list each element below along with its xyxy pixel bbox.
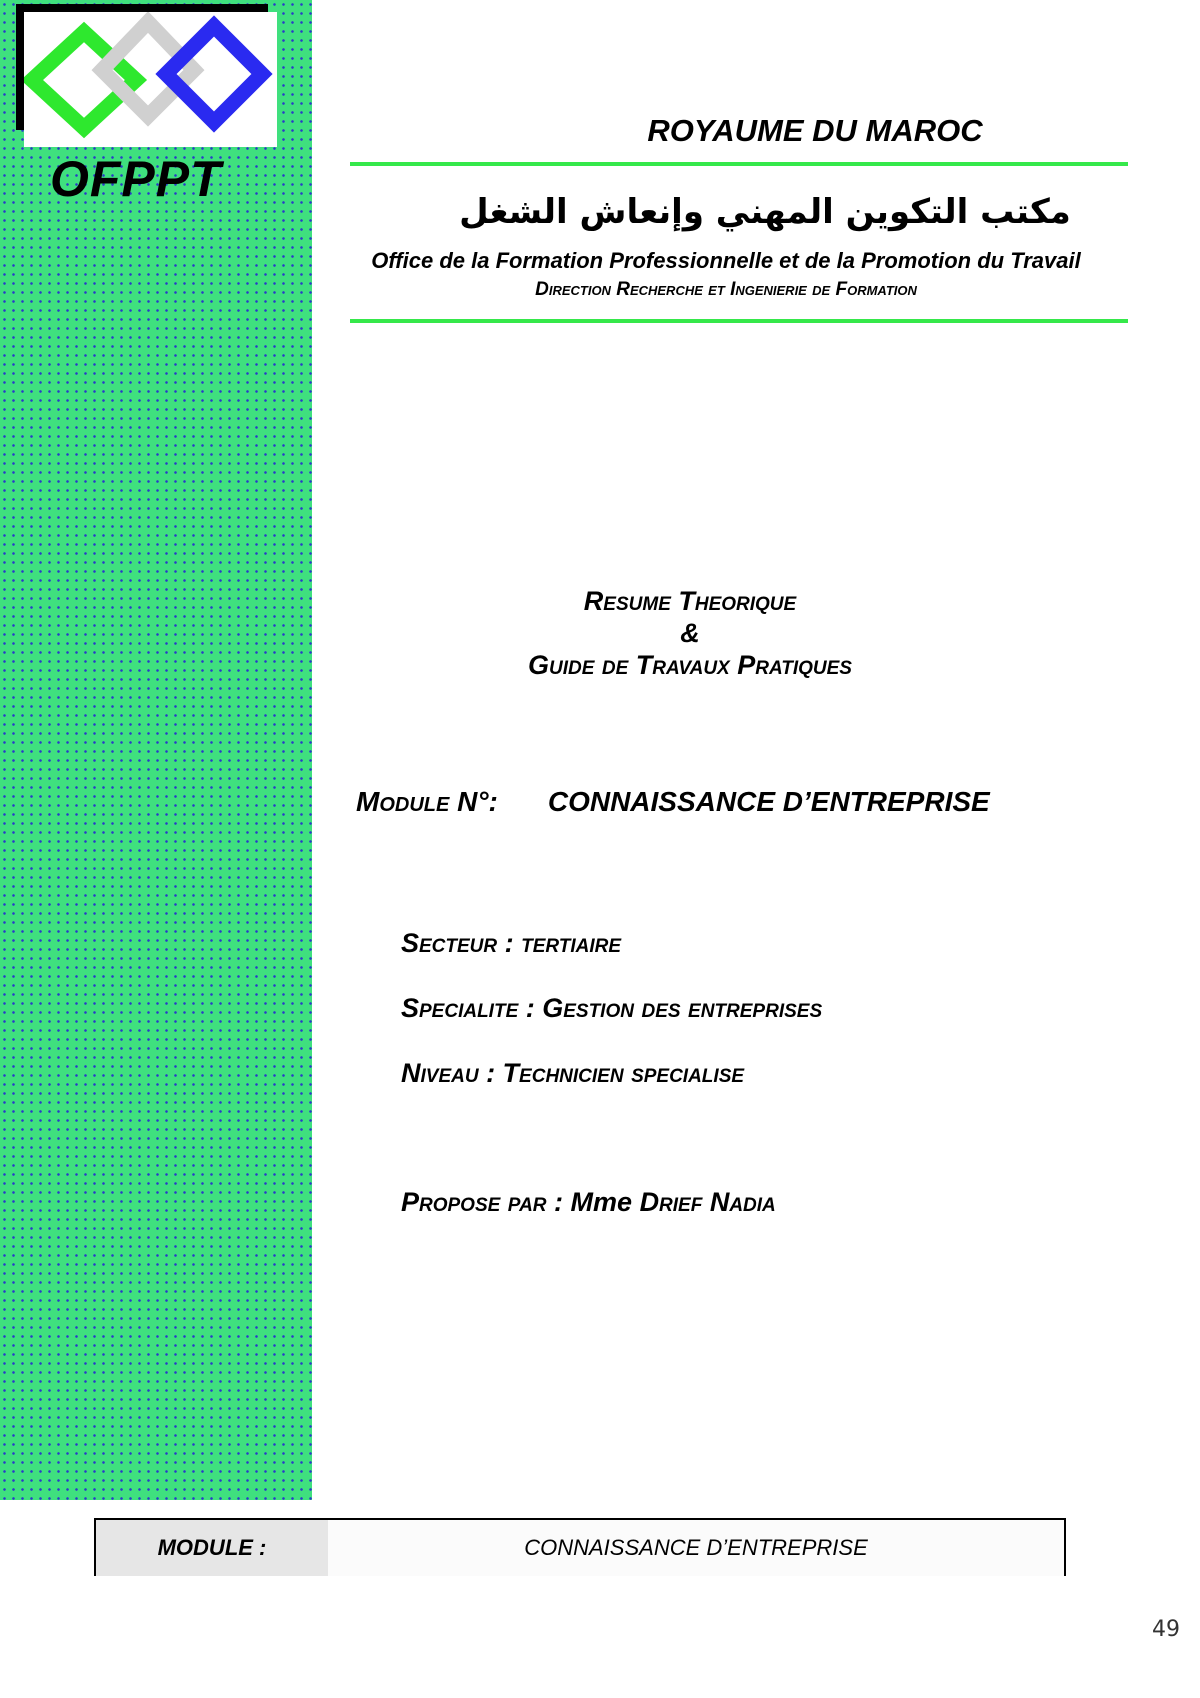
footer-module-value: CONNAISSANCE D’ENTREPRISE (328, 1520, 1064, 1576)
bottom-divider (350, 319, 1128, 323)
footer-module-label: MODULE : (96, 1520, 328, 1576)
logo-wordmark: OFPPT (50, 151, 222, 207)
country-title: ROYAUME DU MAROC (647, 113, 983, 148)
title-line-1: Resume Theorique (583, 586, 797, 616)
direction-name: Direction Recherche et Ingenierie de Formation (535, 279, 917, 300)
footer-module-box (94, 1518, 1066, 1576)
arabic-office-name: مكتب التكوين المهني وإنعاش الشغل (459, 192, 1071, 232)
top-divider (350, 162, 1128, 166)
niveau-line: Niveau : Technicien specialise (401, 1058, 745, 1088)
office-name: Office de la Formation Professionnelle et de la Promotion du Travail (371, 248, 1081, 273)
author-line (401, 1187, 1161, 1218)
module-value: CONNAISSANCE D’ENTREPRISE (547, 786, 990, 817)
document-title (380, 585, 1000, 681)
module-label: Module N°: (356, 786, 498, 817)
title-line-2: Guide de Travaux Pratiques (528, 650, 852, 680)
secteur-line: Secteur : tertiaire (401, 928, 622, 958)
author-title: Mme (570, 1187, 633, 1217)
title-ampersand: & (680, 618, 700, 648)
author-label: Propose par : (401, 1187, 564, 1217)
ofppt-logo (24, 12, 277, 147)
decorative-sidebar (0, 0, 312, 1500)
page-number: 49 (1152, 1617, 1180, 1642)
specialite-line: Specialite : Gestion des entreprises (401, 993, 823, 1023)
interlinked-diamonds-icon (24, 12, 277, 147)
author-name: Drief Nadia (639, 1187, 776, 1217)
module-line (356, 786, 1176, 818)
